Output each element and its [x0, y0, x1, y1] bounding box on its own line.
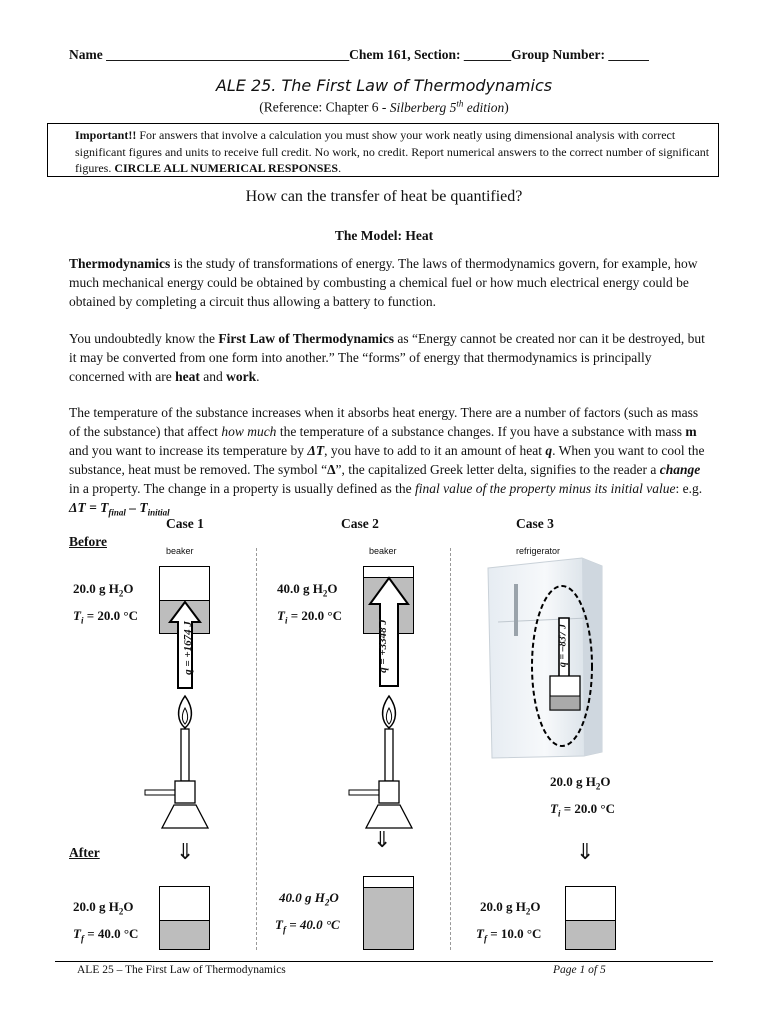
paragraph-2	[69, 329, 709, 386]
p3-q: q	[545, 443, 553, 458]
case-2-burner-tube	[385, 729, 393, 781]
p2-and: and	[199, 369, 227, 384]
after-1-mass: 20.0 g $H_2O$	[73, 899, 134, 917]
footer-page-number: Page 1 of 5	[553, 964, 606, 976]
after-3-mass: 20.0 g $H_2O$	[480, 899, 541, 917]
case-1-burner-tube	[181, 729, 189, 781]
footer-left: ALE 25 – The First Law of Thermodynamics	[77, 964, 286, 976]
section-blank[interactable]: : _______	[456, 47, 512, 62]
important-text: For answers that involve a calculation you must show your work neatly using dimensional analysis with correct significant figures and units to receive full credit. No work, no credit. Report numerical answers to the correct number of significant figures.	[75, 128, 710, 175]
p3-dT: ΔT	[307, 443, 325, 458]
important-circle: CIRCLE ALL NUMERICAL RESPONSES	[114, 161, 339, 175]
reference-line	[0, 98, 768, 116]
p3-final-minus: final value of the property minus its initial value	[415, 481, 676, 496]
before-label: Before	[69, 534, 107, 549]
important-end: .	[338, 161, 342, 175]
case-1-beaker-label: beaker	[166, 546, 194, 556]
case-divider-1	[256, 548, 257, 950]
case-2-heat-arrow	[370, 578, 408, 686]
p3-how-much: how much	[221, 424, 277, 439]
p3-c: and you want to increase its temperature by	[69, 443, 308, 458]
case-3-ti: $T_i = 20.0$ °C	[550, 801, 615, 819]
p2-c: as “Energy cannot be created nor can it be destroyed, but it may be converted from one form into another.” The “forms” of energy that thermodynamics is principally concerned with are	[69, 331, 705, 384]
case-1-ti: $T_i = 20.0$ °C	[73, 608, 138, 626]
p3-initial: initial	[147, 507, 170, 518]
after-2-tf: $T_f = 40.0$ °C	[275, 917, 340, 935]
case-3-fridge-label: refrigerator	[516, 546, 561, 556]
footer-rule	[55, 961, 713, 962]
header-line	[69, 47, 709, 63]
case-1-q-label: q = +1674 J	[182, 621, 194, 675]
after-3-beaker	[565, 886, 616, 950]
after-label: After	[69, 845, 100, 860]
p3-h: : e.g.	[675, 481, 703, 496]
after-3-tf: $T_f = 10.0$ °C	[476, 926, 542, 944]
reference-prefix: (Reference: Chapter 6 -	[259, 99, 390, 115]
case-1-mass: 20.0 g $H_2O$	[73, 581, 134, 599]
case-3-down-arrow-icon: ⇓	[576, 840, 595, 865]
case-3-mass: 20.0 g $H_2O$	[550, 774, 611, 792]
case-1-label: Case 1	[166, 516, 204, 531]
reference-sup: th	[456, 98, 464, 108]
case-2-q-label: q = +3348 J	[377, 619, 389, 673]
important-box	[47, 123, 719, 177]
p3-d: , you have to add to it an amount of heat	[324, 443, 546, 458]
paragraph-3	[69, 403, 709, 523]
case-2-flame	[383, 696, 396, 728]
case-2-mass: 40.0 g $H_2O$	[277, 581, 338, 599]
document-title: ALE 25. The First Law of Thermodynamics	[215, 76, 553, 95]
p3-delta: Δ	[327, 462, 336, 477]
p3-change: change	[659, 462, 701, 477]
reference-edition: edition	[463, 99, 505, 115]
p3-m: m	[685, 424, 697, 439]
p3-b: the temperature of a substance changes. If you have a substance with mass	[276, 424, 686, 439]
p2-heat: heat	[175, 369, 200, 384]
case-2-beaker-label: beaker	[369, 546, 397, 556]
model-heading: The Model: Heat	[334, 228, 434, 243]
p3-g: in a property. The change in a property is usually defined as the	[69, 481, 416, 496]
name-blank[interactable]: ____________________________________	[106, 47, 350, 62]
case-1-flame	[179, 696, 192, 728]
p3-e: . When you want to cool the substance, heat must be removed. The symbol “	[69, 443, 705, 477]
p2-law: First Law of Thermodynamics	[218, 331, 395, 346]
after-2-beaker	[363, 876, 414, 950]
p3-final: final	[108, 507, 126, 518]
p3-minus: – T	[125, 500, 148, 515]
after-1-tf: $T_f = 40.0$ °C	[73, 926, 139, 944]
case-1-down-arrow-icon: ⇓	[176, 840, 195, 865]
p3-a: The temperature of the substance increases when it absorbs heat energy. There are a number of factors (such as mass of the substance) that affect	[69, 405, 699, 439]
after-1-beaker	[159, 886, 210, 950]
after-2-mass: 40.0 g $H_2O$	[279, 890, 339, 908]
case-2-ti: $T_i = 20.0$ °C	[277, 608, 342, 626]
reference-suffix: )	[504, 99, 509, 115]
guiding-question: How can the transfer of heat be quantified?	[245, 188, 523, 205]
p2-a: You undoubtedly know the	[69, 331, 219, 346]
reference-book: Silberberg 5	[389, 99, 457, 115]
p1-text: is the study of transformations of energy. The laws of thermodynamics govern, for example, how much mechanical energy could be obtained by combusting a chemical fuel or how much electrical energy could be obtained by completing a circuit thus allowing a battery to function.	[69, 256, 698, 309]
group-number[interactable]: Group Number: ______	[511, 47, 649, 62]
case-2-down-arrow-icon: ⇓	[373, 828, 392, 853]
p3-f: ”, the capitalized Greek letter delta, signifies to the reader a	[335, 462, 660, 477]
case-2-label: Case 2	[341, 516, 379, 531]
case-3-q-label: q = –837 J	[557, 623, 569, 668]
case-3-refrigerator	[484, 556, 608, 760]
case-divider-2	[450, 548, 451, 950]
course-label: Chem 161, Section	[349, 47, 456, 62]
name-label: Name	[69, 47, 103, 62]
p2-work: work	[226, 369, 257, 384]
case-3-label: Case 3	[516, 516, 554, 531]
important-label: Important!!	[75, 128, 137, 142]
case-2-burner-diagram	[346, 576, 436, 832]
p2-end: .	[256, 369, 260, 384]
p1-bold: Thermodynamics	[69, 256, 171, 271]
p3-eq: ΔT = T	[69, 500, 109, 515]
paragraph-1	[69, 254, 709, 311]
